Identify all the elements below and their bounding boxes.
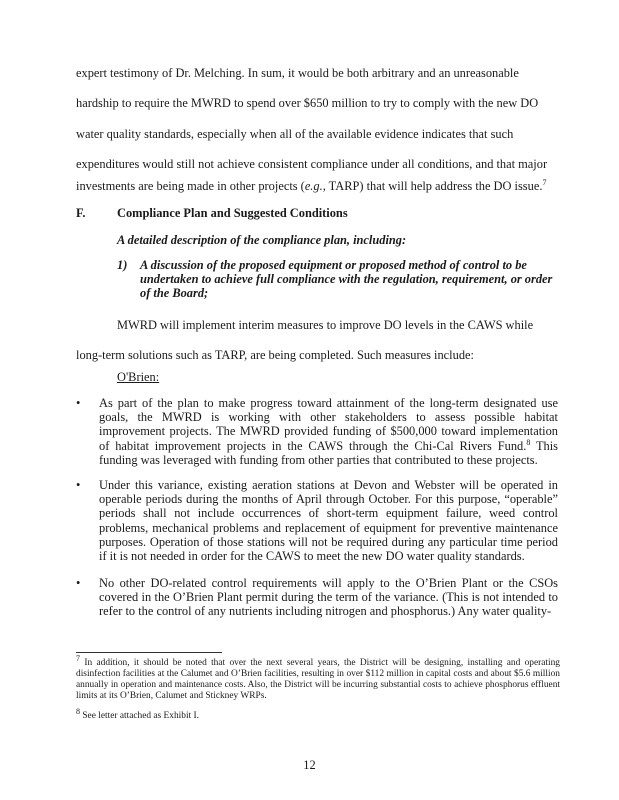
- page-number: 12: [303, 758, 316, 772]
- measures-line-2: long-term solutions such as TARP, are being completed. Such measures include:: [76, 348, 474, 362]
- footnote-ref-8[interactable]: 8: [526, 437, 531, 447]
- footnote-8: $^8$ See letter attached as Exhibit I.: [76, 706, 199, 721]
- measures-line-1: MWRD will implement interim measures to improve DO levels in the CAWS while: [117, 318, 534, 332]
- subheading-item-text: A discussion of the proposed equipment or proposed method of control to be undertaken to achieve full compliance with the regulation, requirement, or order of the Board;: [140, 258, 553, 300]
- eg-abbrev: e.g.: [304, 179, 323, 193]
- subheading-item-number: 1): [117, 258, 128, 272]
- body-line-2: hardship to require the MWRD to spend over $650 million to try to comply with the new DO: [76, 96, 539, 110]
- bullet-icon: •: [76, 576, 81, 590]
- bullet-icon: •: [76, 478, 81, 492]
- document-page: expert testimony of Dr. Melching. In sum, it would be both arbitrary and an unreasonable hardship to require the MWRD to spend over $650 million to try to comply with the new DO water quality standards, especially when all of the available evidence indicates that such expenditures would still not achieve consistent compliance under all conditions, and that major investments are being made in other projects (e.g., TARP) that will help address the DO issue.$^7$ F. Compliance Plan and Suggested Conditions A detailed description of the compliance plan, including: 1) A discussion of the proposed equipment or proposed method of control to be undertaken to achieve full compliance with the regulation, requirement, or order of the Board; MWRD will implement interim measures to improve DO levels in the CAWS while long-term solutions such as TARP, are being completed. Such measures include: O'Brien: • As part of the plan to make progress toward attainment of the long-term designated use goals, the MWRD is working with other stakeholders to assess possible habitat improvement projects. The MWRD provided funding of $500,000 toward implementation of habitat improvement projects in the CAWS through the Chi-Cal Rivers Fund.$^8$ This funding was leveraged with funding from other parties that contributed to these projects. • Under this variance, existing aeration stations at Devon and Webster will be operated in operable periods during the months of April through October. For this purpose, “operable” periods shall not include occurrences of short-term equipment failure, weed control problems, mechanical problems and replacement of equipment for preventive maintenance purposes. Operation of those stations will not be required during any particular time period if it is not needed in order for the CAWS to meet the new DO water quality standards. • No other DO-related control requirements will apply to the O’Brien Plant or the CSOs covered in the O’Brien Plant permit during the term of the variance. (This is not intended to refer to the control of any nutrients including nitrogen and phosphorus.) Any water quality- $^7$ In addition, it should be noted that over the next several years, the District will be designing, installing and operating disinfection facilities at the Calumet and O’Brien facilities, resulting in over $112 million in capital costs and about $5.6 million annually in operation and maintenance costs. Also, the District will be incurring substantial costs to achieve phosphorus effluent limits at its O’Brien, Calumet and Stickney WRPs. $^8$ See letter attached as Exhibit I. 12: [0, 0, 619, 800]
- body-line-1: expert testimony of Dr. Melching. In sum, it would be both arbitrary and an unreasonable: [76, 66, 519, 80]
- footnote-divider: [76, 652, 222, 653]
- body-line-3: water quality standards, especially when all of the available evidence indicates that such: [76, 127, 514, 141]
- subheading-plan-description: A detailed description of the compliance plan, including:: [117, 233, 407, 247]
- section-letter: F.: [76, 206, 86, 220]
- footnote-7: $^7$ In addition, it should be noted that over the next several years, the District will be designing, installing and operating disinfection facilities at the Calumet and O’Brien facilities, resulting in over $112 million in capital costs and about $5.6 million annually in operation and maintenance costs. Also, the District will be incurring substantial costs to achieve phosphorus effluent limits at its O’Brien, Calumet and Stickney WRPs.: [76, 653, 560, 701]
- body-line-5: investments are being made in other projects (e.g., TARP) that will help address the DO issue.$^7$: [76, 177, 547, 193]
- footnote-ref-7[interactable]: 7: [542, 177, 547, 187]
- body-line-4: expenditures would still not achieve consistent compliance under all conditions, and that major: [76, 157, 548, 171]
- section-title: Compliance Plan and Suggested Conditions: [117, 206, 348, 220]
- bullet-icon: •: [76, 396, 81, 410]
- obrien-heading: O'Brien:: [117, 370, 160, 384]
